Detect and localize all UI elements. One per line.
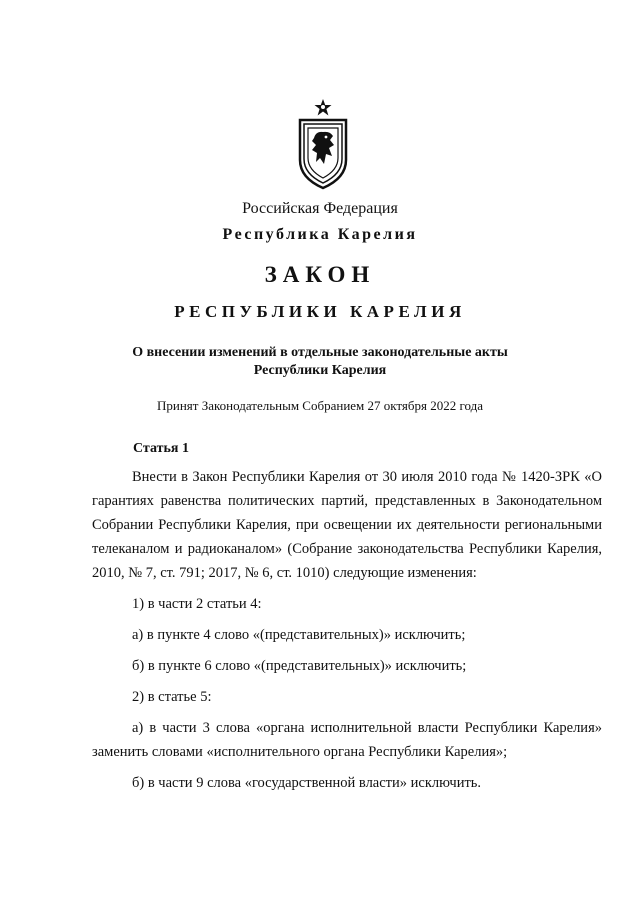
article-body — [92, 465, 602, 802]
karelia-coat-of-arms-icon — [296, 98, 350, 190]
law-subject-line-1: О внесении изменений в отдельные законодательные акты — [132, 345, 508, 360]
article-paragraph: б) в пункте 6 слово «(представительных)» исключить; — [132, 658, 467, 674]
article-paragraph: 1) в части 2 статьи 4: — [132, 596, 262, 612]
article-title: Статья 1 — [133, 441, 189, 456]
article-paragraph: 2) в статье 5: — [132, 689, 212, 705]
law-subtitle: РЕСПУБЛИКИ КАРЕЛИЯ — [174, 302, 466, 321]
adoption-note: Принят Законодательным Собранием 27 октября 2022 года — [156, 398, 484, 413]
article-paragraph: Внести в Закон Республики Карелия от 30 июля 2010 года № 1420-ЗРК «О гарантиях равенства политических партий, представленных в Законодательном Собрании Республики Карелия, при освещении их деятельности региональными телеканалом и радиоканалом» (Собрание законодательства Республики Карелия, 2010, № 7, ст. 791; 2017, № 6, ст. 1010) следующие изменения: — [92, 469, 602, 581]
law-title: ЗАКОН — [264, 262, 376, 287]
federation-label: Российская Федерация — [242, 200, 398, 217]
article-paragraph: а) в части 3 слова «органа исполнительной власти Республики Карелия» заменить словами «исполнительного органа Республики Карелия»; — [92, 720, 602, 760]
article-paragraph: б) в части 9 слова «государственной власти» исключить. — [132, 775, 482, 791]
law-subject — [0, 344, 640, 380]
article-paragraph: а) в пункте 4 слово «(представительных)» исключить; — [132, 627, 466, 643]
law-subject-line-2: Республики Карелия — [253, 363, 387, 378]
republic-label: Республика Карелия — [222, 226, 418, 243]
